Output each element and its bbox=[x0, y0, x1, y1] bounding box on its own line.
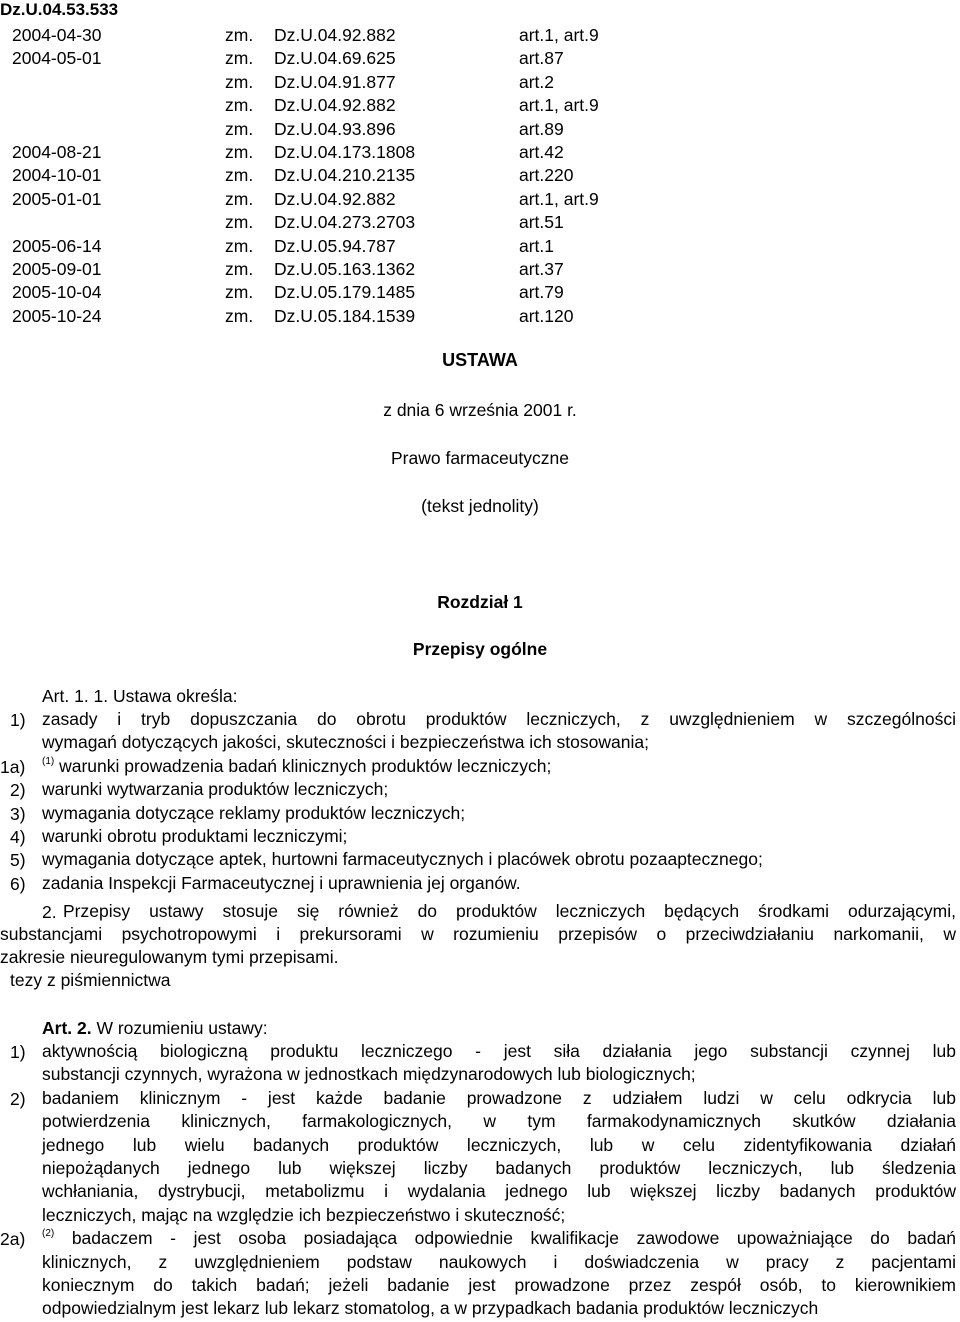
amendment-type: zm. bbox=[225, 25, 254, 45]
amendment-reference: Dz.U.05.94.787 bbox=[274, 235, 396, 256]
amendment-reference: Dz.U.05.184.1539 bbox=[274, 305, 416, 326]
amendment-articles: art.42 bbox=[519, 141, 564, 162]
amendment-reference: Dz.U.04.273.2703 bbox=[274, 212, 416, 233]
amendment-type: zm. bbox=[225, 95, 254, 116]
art1-item-number: 5) bbox=[10, 850, 26, 871]
art1-item-number: 1) bbox=[10, 710, 26, 730]
amendment-date: 2004-04-30 bbox=[12, 25, 102, 45]
art2-item-text: badaczem - jest osoba posiadająca odpowiednie kwalifikacje zawodowe upoważniające do badań bbox=[71, 1228, 956, 1249]
amendment-articles: art.51 bbox=[519, 212, 564, 233]
art1-item-number: 1a) bbox=[0, 756, 26, 777]
chapter-number: Rozdział 1 bbox=[437, 592, 523, 612]
act-date: z dnia 6 września 2001 r. bbox=[383, 400, 577, 420]
art2-item-line: jednego lub wielu badanych produktów leczniczych, lub w celu zidentyfikowania działań bbox=[42, 1134, 956, 1155]
amendment-type: zm. bbox=[225, 48, 254, 69]
amendment-reference: Dz.U.04.92.882 bbox=[274, 95, 396, 116]
amendment-date: 2004-08-21 bbox=[12, 141, 102, 162]
art2-item-line: badaniem klinicznym - jest każde badanie prowadzone z udziałem ludzi w celu odkrycia lub bbox=[42, 1087, 956, 1108]
amendment-reference: Dz.U.05.163.1362 bbox=[274, 258, 416, 279]
art2-intro: W rozumieniu ustawy: bbox=[91, 1018, 268, 1038]
amendment-type: zm. bbox=[225, 235, 254, 256]
amendment-type: zm. bbox=[225, 305, 254, 326]
chapter-title: Przepisy ogólne bbox=[412, 639, 548, 659]
art2-item-line: leczniczych, mając na względzie ich bezpieczeństwo i skuteczność; bbox=[42, 1204, 566, 1225]
amendment-type: zm. bbox=[225, 282, 254, 303]
art1-item-line: zasady i tryb dopuszczania do obrotu produktów leczniczych, z uwzględnieniem w szczególności bbox=[42, 709, 956, 729]
document-id: Dz.U.04.53.533 bbox=[0, 0, 119, 19]
amendment-reference: Dz.U.04.92.882 bbox=[274, 188, 396, 209]
amendment-articles: art.37 bbox=[519, 258, 564, 279]
amendment-articles: art.1 bbox=[519, 235, 555, 256]
amendment-date: 2005-09-01 bbox=[12, 258, 102, 279]
amendment-type: zm. bbox=[225, 71, 254, 92]
amendment-date: 2005-10-24 bbox=[12, 305, 102, 326]
art2-item-line: koniecznym do takich badań; jeżeli badanie jest prowadzone przez zespół osób, to kierownikiem bbox=[42, 1275, 956, 1295]
art1-item-line: zadania Inspekcji Farmaceutycznej i uprawnienia jej organów. bbox=[42, 872, 521, 893]
amendment-articles: art.120 bbox=[519, 305, 574, 326]
art1-para2-line-2: substancjami psychotropowymi i prekursorami w rozumieniu przepisów o przeciwdziałaniu narkomanii, w bbox=[0, 924, 956, 944]
art1-item-line: wymagania dotyczące reklamy produktów leczniczych; bbox=[42, 802, 466, 823]
art1-item-number: 6) bbox=[10, 873, 26, 894]
art1-para2-line-3: zakresie nieuregulowanym tymi przepisami. bbox=[0, 947, 339, 967]
art2-item-line: klinicznych, z uwzględnieniem podstaw naukowych i doświadczenia w pracy z pacjentami bbox=[42, 1251, 956, 1272]
amendment-reference: Dz.U.04.92.882 bbox=[274, 25, 396, 45]
art2-item-number: 2) bbox=[10, 1088, 26, 1109]
art1-label: Art. 1. 1. bbox=[42, 686, 109, 706]
amendment-reference: Dz.U.04.210.2135 bbox=[274, 165, 416, 186]
art2-item-line: potwierdzenia klinicznych, farmakologicznych, w tym farmakodynamicznych skutków działania bbox=[42, 1111, 956, 1132]
amendment-type: zm. bbox=[225, 165, 254, 186]
footnote-marker[interactable]: (2) bbox=[42, 1228, 55, 1240]
art2-item-line: niepożądanych jednego lub większej liczby badanych produktów leczniczych, lub śledzenia bbox=[42, 1158, 956, 1178]
amendment-date: 2005-10-04 bbox=[12, 282, 102, 303]
act-type-heading: USTAWA bbox=[442, 350, 518, 370]
art1-item-line: wymagania dotyczące aptek, hurtowni farmaceutycznych i placówek obrotu pozaaptecznego; bbox=[42, 849, 763, 870]
amendment-articles: art.87 bbox=[519, 48, 564, 69]
art2-item-line: substancji czynnych, wyrażona w jednostkach międzynarodowych lub biologicznych; bbox=[42, 1064, 696, 1085]
amendment-articles: art.1, art.9 bbox=[519, 95, 599, 116]
amendment-date: 2005-01-01 bbox=[12, 188, 102, 209]
amendment-type: zm. bbox=[225, 212, 254, 233]
art2-item-number: 1) bbox=[10, 1042, 26, 1062]
art1-item-text: warunki prowadzenia badań klinicznych produktów leczniczych; bbox=[59, 755, 552, 776]
art2-item-number: 2a) bbox=[0, 1229, 26, 1250]
amendment-articles: art.2 bbox=[519, 71, 555, 92]
amendment-articles: art.79 bbox=[519, 282, 564, 303]
amendment-reference: Dz.U.04.173.1808 bbox=[274, 141, 416, 162]
art2-item-line: aktywnością biologiczną produktu leczniczego - jest siła działania jego substancji czynnej lub bbox=[42, 1041, 956, 1061]
art1-intro: Ustawa określa: bbox=[108, 686, 238, 706]
art1-item-number: 3) bbox=[10, 803, 26, 824]
art1-para2-number: 2. bbox=[42, 902, 57, 922]
art1-item-line bbox=[42, 755, 956, 778]
art1-item-number: 2) bbox=[10, 780, 26, 801]
amendment-articles: art.1, art.9 bbox=[519, 188, 599, 209]
amendment-type: zm. bbox=[225, 118, 254, 139]
amendment-reference: Dz.U.04.93.896 bbox=[274, 118, 396, 139]
amendment-type: zm. bbox=[225, 141, 254, 162]
art1-item-line: warunki wytwarzania produktów leczniczych; bbox=[42, 779, 389, 800]
art1-para2-line-1: Przepisy ustawy stosuje się również do produktów leczniczych będących środkami odurzającymi, bbox=[63, 901, 956, 921]
amendment-articles: art.89 bbox=[519, 118, 564, 139]
amendment-articles: art.1, art.9 bbox=[519, 25, 599, 45]
art2-label: Art. 2. bbox=[42, 1018, 92, 1038]
amendment-type: zm. bbox=[225, 188, 254, 209]
amendment-reference: Dz.U.05.179.1485 bbox=[274, 282, 416, 303]
act-variant: (tekst jednolity) bbox=[421, 496, 539, 516]
amendment-reference: Dz.U.04.91.877 bbox=[274, 71, 396, 92]
act-title: Prawo farmaceutyczne bbox=[391, 448, 569, 468]
art1-heading bbox=[42, 685, 238, 707]
art2-item-line: odpowiedzialnym jest lekarz lub lekarz stomatolog, a w przypadkach badania produktów leczniczych bbox=[42, 1298, 819, 1319]
art1-item-line: wymagań dotyczących jakości, skuteczności i bezpieczeństwa ich stosowania; bbox=[42, 732, 649, 753]
footnote-marker[interactable]: (1) bbox=[42, 755, 55, 767]
amendment-date: 2005-06-14 bbox=[12, 235, 102, 256]
amendment-date: 2004-05-01 bbox=[12, 48, 102, 69]
tezy-link[interactable]: tezy z piśmiennictwa bbox=[10, 970, 171, 990]
art2-item-line: wchłaniania, dystrybucji, metabolizmu i wydalania jednego lub większej liczby badanych produktów bbox=[42, 1181, 956, 1202]
amendment-date: 2004-10-01 bbox=[12, 165, 102, 186]
amendment-type: zm. bbox=[225, 258, 254, 279]
amendment-articles: art.220 bbox=[519, 165, 574, 186]
art2-heading bbox=[42, 1017, 268, 1039]
art1-item-number: 4) bbox=[10, 827, 26, 847]
art1-item-line: warunki obrotu produktami leczniczymi; bbox=[42, 826, 348, 846]
amendment-reference: Dz.U.04.69.625 bbox=[274, 48, 396, 69]
art2-item-line bbox=[42, 1227, 956, 1250]
